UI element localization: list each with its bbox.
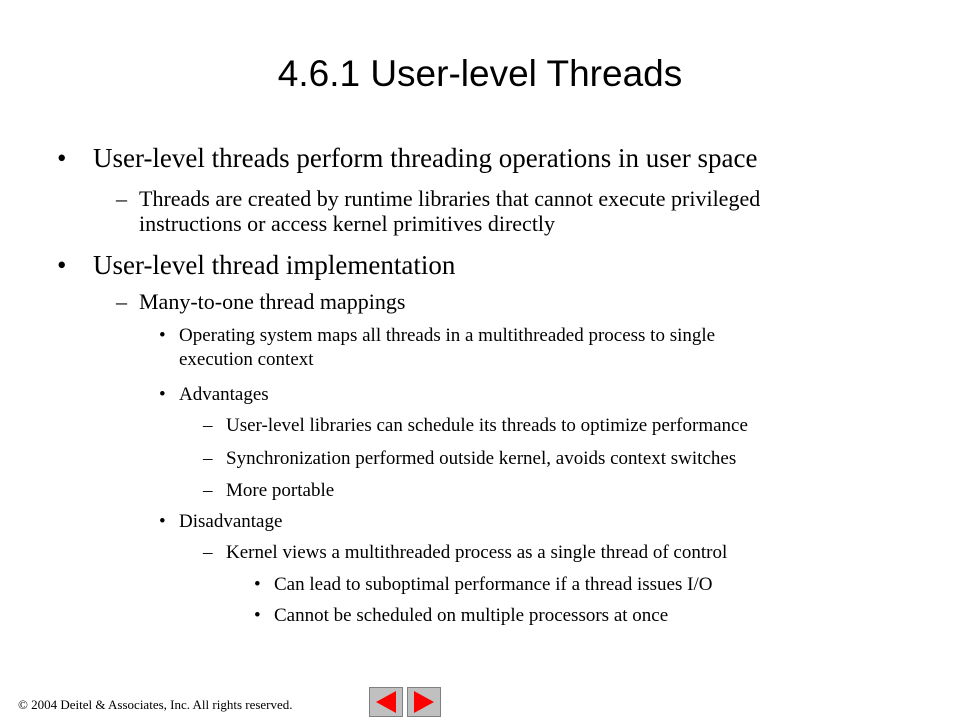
bullet-text-level1: User-level threads perform threading operations in user space bbox=[93, 143, 758, 173]
dash-marker: – bbox=[116, 186, 127, 211]
dash-marker: – bbox=[203, 415, 213, 436]
next-slide-button[interactable] bbox=[407, 687, 441, 717]
bullet-marker: • bbox=[159, 511, 166, 532]
bullet-text-level1: User-level thread implementation bbox=[93, 250, 456, 280]
bullet-text-level2-cont: instructions or access kernel primitives directly bbox=[139, 211, 556, 236]
bullet-text-level4: Kernel views a multithreaded process as a single thread of control bbox=[226, 542, 728, 563]
bullet-marker: • bbox=[254, 574, 261, 595]
bullet-marker: • bbox=[159, 384, 166, 405]
bullet-text-level5: Cannot be scheduled on multiple processors at once bbox=[274, 605, 669, 626]
bullet-marker: • bbox=[159, 325, 166, 346]
right-arrow-icon bbox=[408, 688, 440, 716]
bullet-text-level4: Synchronization performed outside kernel, avoids context switches bbox=[226, 448, 737, 469]
dash-marker: – bbox=[203, 542, 213, 563]
bullet-text-level3-cont: execution context bbox=[179, 349, 314, 370]
bullet-marker: • bbox=[254, 605, 261, 626]
footer-copyright bbox=[18, 697, 293, 713]
left-arrow-icon bbox=[370, 688, 402, 716]
previous-slide-button[interactable] bbox=[369, 687, 403, 717]
bullet-text-level2: Many-to-one thread mappings bbox=[139, 289, 406, 314]
copyright-text: 2004 Deitel & Associates, Inc. All rights reserved. bbox=[27, 697, 293, 712]
dash-marker: – bbox=[203, 448, 213, 469]
bullet-text-level5: Can lead to suboptimal performance if a thread issues I/O bbox=[274, 574, 713, 595]
bullet-text-level3: Operating system maps all threads in a multithreaded process to single bbox=[179, 325, 716, 346]
dash-marker: – bbox=[203, 480, 213, 501]
bullet-text-level4: More portable bbox=[226, 480, 335, 501]
bullet-text-level4: User-level libraries can schedule its threads to optimize performance bbox=[226, 415, 748, 436]
bullet-text-level3: Advantages bbox=[179, 384, 269, 405]
slide-title: 4.6.1 User-level Threads bbox=[277, 53, 683, 94]
dash-marker: – bbox=[116, 289, 127, 314]
bullet-text-level3: Disadvantage bbox=[179, 511, 283, 532]
bullet-marker: • bbox=[57, 250, 67, 280]
bullet-text-level2: Threads are created by runtime libraries that cannot execute privileged bbox=[139, 186, 761, 211]
copyright-symbol: © bbox=[18, 697, 28, 712]
bullet-marker: • bbox=[57, 143, 67, 173]
